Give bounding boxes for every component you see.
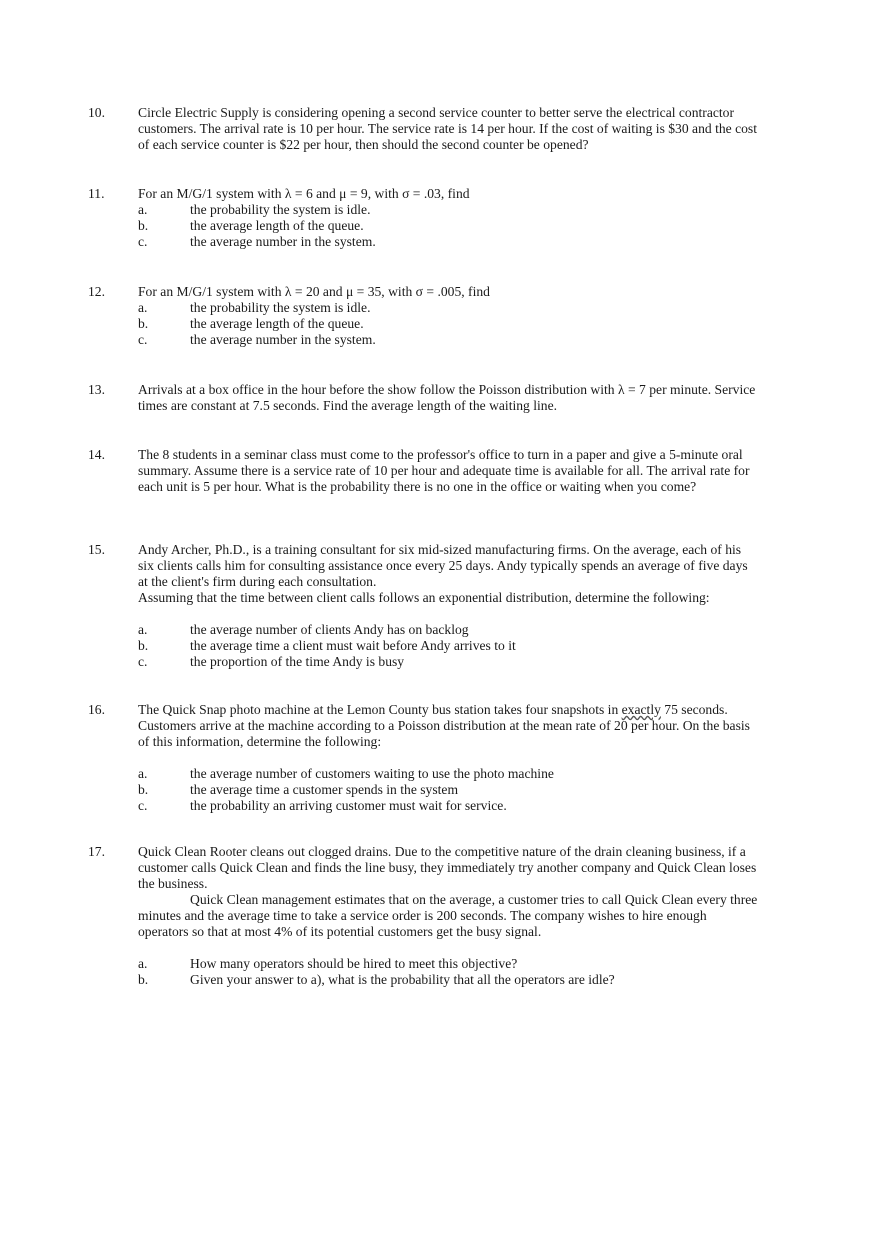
question-text-continued: Quick Clean management estimates that on the average, a customer tries to call Quick Clean every three minutes and the average time to take a service order is 200 seconds. The company wishes to hire enough operators so that at most 4% of its potential customers get the busy signal. (138, 892, 758, 939)
question-number: 10. (88, 105, 105, 120)
question-12 (0, 284, 880, 348)
question-number: 17. (88, 844, 105, 859)
question-number: 12. (88, 284, 105, 299)
question-text: Quick Clean Rooter cleans out clogged drains. Due to the competitive nature of the drain cleaning business, if a customer calls Quick Clean and finds the line busy, they immediately try another company and Quick Clean loses the business. (138, 844, 757, 891)
sub-item: b. the average time a client must wait before Andy arrives to it (138, 638, 516, 653)
sub-item: b. Given your answer to a), what is the probability that all the operators are idle? (138, 972, 615, 987)
sub-item: a. the probability the system is idle. (138, 300, 371, 315)
sub-item: c. the probability an arriving customer must wait for service. (138, 798, 507, 813)
sub-item: b. the average length of the queue. (138, 218, 364, 233)
question-text: Arrivals at a box office in the hour before the show follow the Poisson distribution with λ = 7 per minute. Service times are constant at 7.5 seconds. Find the average length of the waiting line. (138, 382, 756, 413)
question-text: The 8 students in a seminar class must come to the professor's office to turn in a paper and give a 5-minute oral summary. Assume there is a service rate of 10 per hour and adequate time is available for all. The arrival rate for each unit is 5 per hour. What is the probability there is no one in the office or waiting when you come? (138, 447, 750, 494)
question-number: 11. (88, 186, 105, 201)
sub-item: c. the average number in the system. (138, 332, 376, 347)
question-11 (0, 186, 880, 250)
question-text: For an M/G/1 system with λ = 20 and μ = 35, with σ = .005, find (138, 284, 490, 299)
question-number: 16. (88, 702, 105, 717)
question-number: 15. (88, 542, 105, 557)
question-14 (0, 447, 880, 495)
question-text: For an M/G/1 system with λ = 6 and μ = 9, with σ = .03, find (138, 186, 470, 201)
question-text: The Quick Snap photo machine at the Lemon County bus station takes four snapshots in exactly 75 seconds. Customers arrive at the machine according to a Poisson distribution at the mean rate of 20 per hour. On the basis of this information, determine the following: (138, 702, 750, 749)
question-13 (0, 382, 880, 414)
sub-item: c. the average number in the system. (138, 234, 376, 249)
sub-item: a. the average number of clients Andy has on backlog (138, 622, 469, 637)
question-text: Andy Archer, Ph.D., is a training consultant for six mid-sized manufacturing firms. On the average, each of his six clients calls him for consulting assistance once every 25 days. Andy typically spends an average of five days at the client's firm during each consultation. (138, 542, 748, 589)
question-16 (0, 702, 880, 814)
sub-item: b. the average length of the queue. (138, 316, 364, 331)
question-number: 13. (88, 382, 105, 397)
sub-item: b. the average time a customer spends in the system (138, 782, 459, 797)
sub-item: a. the average number of customers waiting to use the photo machine (138, 766, 554, 781)
question-number: 14. (88, 447, 105, 462)
question-text: Circle Electric Supply is considering opening a second service counter to better serve the electrical contractor customers. The arrival rate is 10 per hour. The service rate is 14 per hour. If the cost of waiting is $30 and the cost of each service counter is $22 per hour, then should the second counter be opened? (138, 105, 757, 152)
question-15 (0, 542, 880, 670)
question-text-continued: Assuming that the time between client calls follows an exponential distribution, determine the following: (138, 590, 710, 605)
question-10 (0, 105, 880, 153)
question-17 (0, 844, 880, 988)
spellcheck-word: exactly (621, 702, 661, 717)
sub-item: c. the proportion of the time Andy is busy (138, 654, 405, 669)
sub-item: a. How many operators should be hired to meet this objective? (138, 956, 518, 971)
sub-item: a. the probability the system is idle. (138, 202, 371, 217)
